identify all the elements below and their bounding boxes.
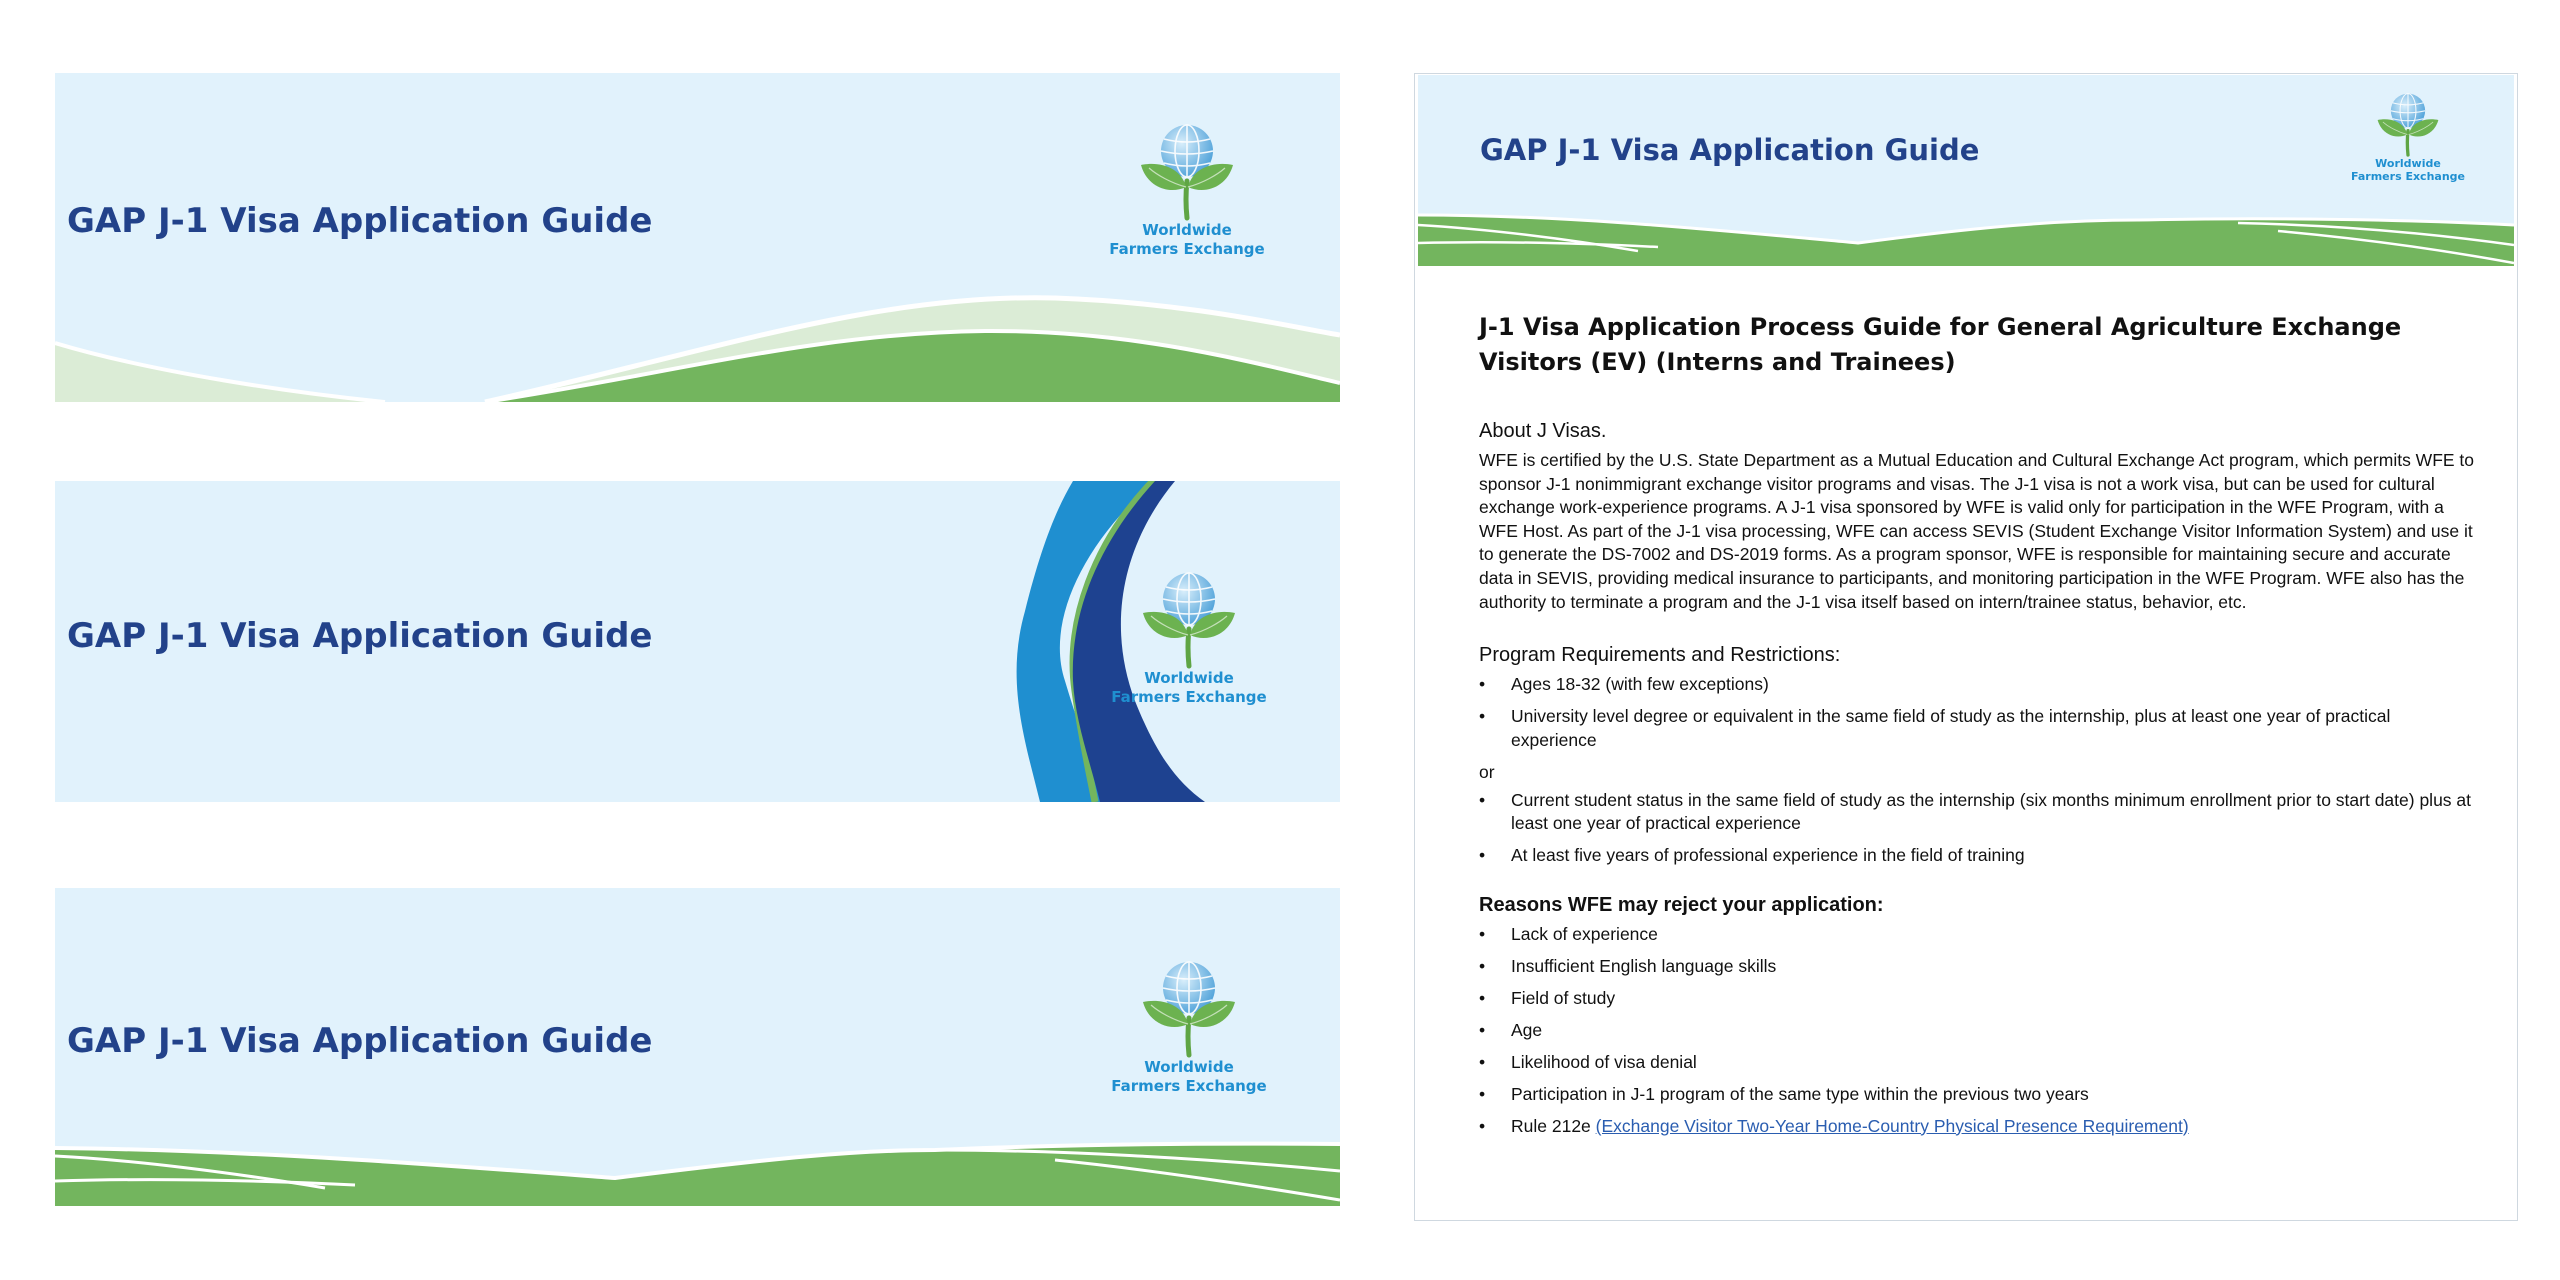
banner-blue-swoosh bbox=[55, 481, 1340, 802]
logo-text-line1: Worldwide bbox=[1144, 669, 1234, 687]
wfe-logo bbox=[2328, 91, 2488, 183]
document-header-title: GAP J-1 Visa Application Guide bbox=[1480, 133, 1980, 167]
globe-sprout-icon bbox=[2375, 91, 2441, 157]
about-section bbox=[1479, 420, 2479, 614]
wfe-logo bbox=[1099, 569, 1279, 707]
globe-sprout-icon bbox=[1139, 958, 1239, 1058]
document-heading: J-1 Visa Application Process Guide for General Agriculture Exchange Visitors (EV) (Interns and Trainees) bbox=[1479, 313, 2402, 376]
logo-text-line2: Farmers Exchange bbox=[1109, 240, 1265, 258]
banner-title: GAP J-1 Visa Application Guide bbox=[67, 201, 653, 241]
banner-green-waves bbox=[55, 888, 1340, 1206]
banner-rolling-hills bbox=[55, 73, 1340, 402]
list-item: • Lack of experience bbox=[1479, 923, 2479, 947]
requirements-section bbox=[1479, 644, 2479, 868]
requirements-list-a bbox=[1479, 673, 2479, 752]
reasons-heading: Reasons WFE may reject your application: bbox=[1479, 893, 1884, 916]
logo-text-line2: Farmers Exchange bbox=[1111, 688, 1267, 706]
requirements-heading: Program Requirements and Restrictions: bbox=[1479, 644, 1841, 667]
list-item: • Current student status in the same field of study as the internship (six months minimum enrollment prior to start date) plus at least one year of practical experience bbox=[1479, 789, 2479, 836]
list-item: • Age bbox=[1479, 1019, 2479, 1043]
wfe-logo bbox=[1099, 958, 1279, 1096]
list-item: • Insufficient English language skills bbox=[1479, 955, 2479, 979]
or-separator: or bbox=[1479, 761, 1495, 782]
list-item-rule-212e bbox=[1479, 1115, 2479, 1139]
guide-document-page bbox=[1414, 73, 2518, 1221]
logo-text-line2: Farmers Exchange bbox=[2351, 170, 2465, 183]
reasons-list bbox=[1479, 923, 2479, 1139]
list-item: • Likelihood of visa denial bbox=[1479, 1051, 2479, 1075]
wfe-logo bbox=[1097, 121, 1277, 259]
rule-212e-prefix: Rule 212e bbox=[1511, 1115, 1596, 1136]
requirements-list-b bbox=[1479, 789, 2479, 868]
list-item: • Ages 18-32 (with few exceptions) bbox=[1479, 673, 2479, 697]
list-item: • Field of study bbox=[1479, 987, 2479, 1011]
physical-presence-requirement-link[interactable]: (Exchange Visitor Two-Year Home-Country Physical Presence Requirement) bbox=[1595, 1115, 2189, 1136]
about-text: WFE is certified by the U.S. State Department as a Mutual Education and Cultural Exchange Act program, which permits WFE to sponsor J-1 nonimmigrant exchange visitor programs and visas. The J-1 visa is not a work visa, but can be used for cultural exchange work-experience programs. A J-1 visa sponsored by WFE is valid only for participation in the WFE Program, with a WFE Host. As part of the J-1 visa processing, WFE can access SEVIS (Student Exchange Visitor Information System) and use it to generate the DS-7002 and DS-2019 forms. As a program sponsor, WFE is responsible for maintaining secure and accurate data in SEVIS, providing medical insurance to participants, and monitoring participation in the WFE Program. WFE also has the authority to terminate a program and the J-1 visa itself based on intern/trainee status, behavior, etc. bbox=[1479, 450, 2475, 612]
logo-text-line2: Farmers Exchange bbox=[1111, 1077, 1267, 1095]
logo-text-line1: Worldwide bbox=[1142, 221, 1232, 239]
document-header bbox=[1418, 75, 2514, 266]
about-heading: About J Visas. bbox=[1479, 420, 1607, 442]
document-body bbox=[1479, 310, 2479, 1147]
list-item: • University level degree or equivalent in the same field of study as the internship, plus at least one year of practical experience bbox=[1479, 705, 2479, 752]
list-item: • Participation in J-1 program of the same type within the previous two years bbox=[1479, 1083, 2479, 1107]
logo-text-line1: Worldwide bbox=[1144, 1058, 1234, 1076]
reasons-section bbox=[1479, 894, 2479, 1139]
list-item: • At least five years of professional experience in the field of training bbox=[1479, 844, 2479, 868]
globe-sprout-icon bbox=[1137, 121, 1237, 221]
banner-title: GAP J-1 Visa Application Guide bbox=[67, 1021, 653, 1061]
banner-title: GAP J-1 Visa Application Guide bbox=[67, 616, 653, 656]
globe-sprout-icon bbox=[1139, 569, 1239, 669]
logo-text-line1: Worldwide bbox=[2375, 157, 2441, 170]
